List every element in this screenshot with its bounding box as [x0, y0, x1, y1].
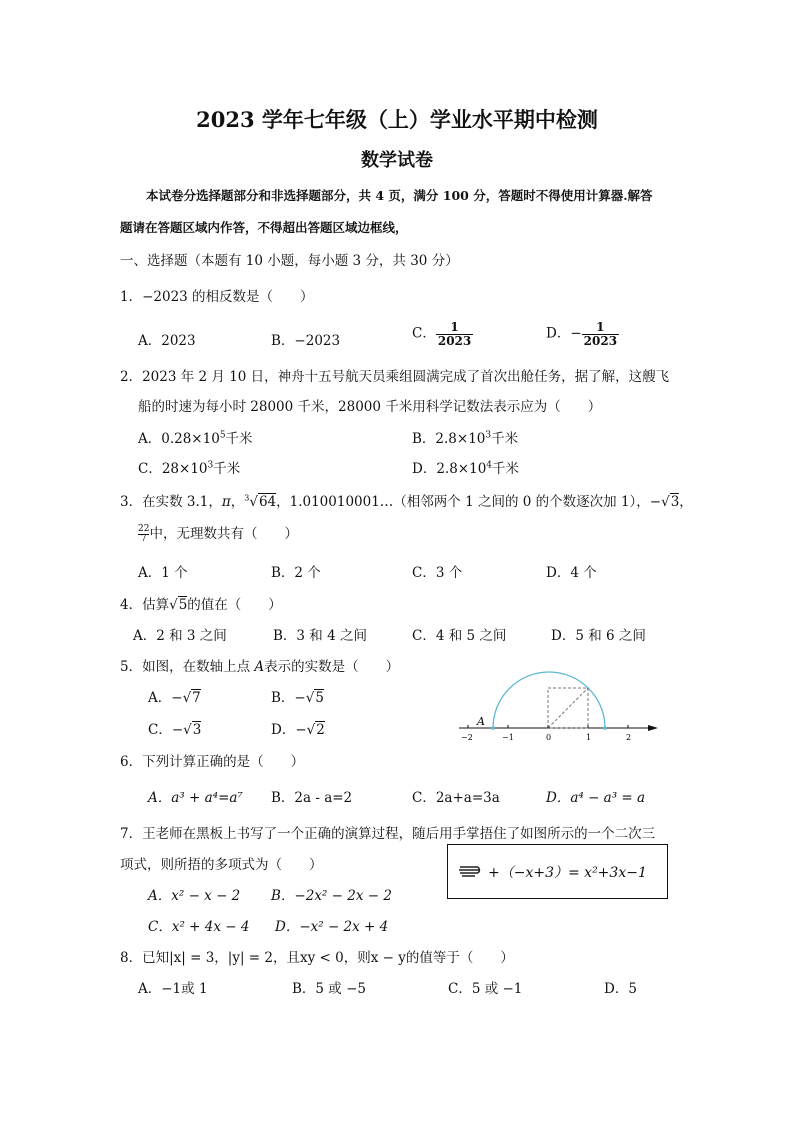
q5-tick-label: −1: [502, 733, 514, 742]
exam-subtitle: 数学试卷: [361, 150, 433, 171]
q5-option-c: C．−√3: [148, 722, 202, 738]
q3-option-a: A．1 个: [138, 565, 188, 581]
q7-stem-line-2: 项式，则所捂的多项式为（ ）: [120, 857, 323, 873]
q4-option-a: A．2 和 3 之间: [133, 628, 227, 644]
q5-tick-label: 2: [626, 733, 632, 742]
exam-title: 2023 学年七年级（上）学业水平期中检测: [196, 107, 598, 132]
q2-stem-line-2: 船的时速为每小时 28000 千米，28000 千米用科学记数法表示应为（ ）: [138, 399, 602, 415]
q2-option-d: D．$2.8\times 10^4$千米: [412, 460, 520, 477]
q6-option-a: A．a³ + a⁴=a⁷: [148, 790, 243, 806]
q8-stem: 8．已知|x| = 3，|y| = 2，且xy < 0，则x − y的值等于（ ）: [120, 950, 514, 966]
q4-option-c: C．4 和 5 之间: [412, 628, 507, 644]
q1-stem: 1．−2023 的相反数是（ ）: [120, 289, 314, 305]
q7-option-b: B．−2x² − 2x − 2: [271, 888, 392, 904]
q5-dashed-square: [548, 688, 588, 728]
hand-palm-icon: [458, 864, 482, 880]
q6-stem: 6．下列计算正确的是（ ）: [120, 754, 305, 770]
q7-option-d: D．−x² − 2x + 4: [275, 919, 389, 935]
q7-stem-line-1: 7．王老师在黑板上书写了一个正确的演算过程，随后用手掌捂住了如图所示的一个二次三: [120, 826, 656, 842]
q5-axis-arrow-icon: [648, 725, 658, 731]
q6-option-c: C．2a+a=3a: [412, 790, 500, 806]
q5-stem: 5．如图，在数轴上点 A表示的实数是（ ）: [120, 659, 400, 675]
q4-option-b: B．3 和 4 之间: [273, 628, 367, 644]
q3-option-b: B．2 个: [271, 565, 321, 581]
q5-dashed-diagonal: [548, 688, 588, 728]
q4-stem: 4．估算√5的值在（ ）: [120, 597, 282, 613]
section-heading: 一、选择题（本题有 10 小题，每小题 3 分，共 30 分）: [120, 253, 459, 269]
q5-label-a: A: [477, 715, 485, 728]
q2-option-a: A．$0.28\times 10^5$千米: [138, 430, 253, 447]
q5-number-line-figure: [455, 665, 665, 745]
q8-option-a: A．−1或 1: [138, 981, 208, 997]
q5-option-d: D．−√2: [271, 722, 325, 738]
q3-stem-line-1: 3．在实数 3.1，π，$^3$√64，1.010010001…（相邻两个 1 之间的 0 的个数逐次加 1），−√3，: [120, 493, 693, 510]
q5-option-b: B．−√5: [271, 690, 324, 706]
q7-option-c: C．x² + 4x − 4: [148, 919, 250, 935]
q2-option-b: B．$2.8\times 10^3$千米: [412, 430, 519, 447]
q5-tick-label: −2: [461, 733, 473, 742]
q2-stem-line-1: 2．2023 年 2 月 10 日，神舟十五号航天员乘组圆满完成了首次出舱任务，据了解，这艘飞: [120, 369, 670, 385]
q8-option-d: D．5: [604, 981, 637, 997]
q3-option-c: C．3 个: [412, 565, 463, 581]
q8-option-c: C．5 或 −1: [448, 981, 523, 997]
q6-option-b: B．2a - a=2: [271, 790, 353, 806]
q1-option-d: D．− $\frac{1}{2023}$: [546, 320, 618, 348]
q1-option-b: B．−2023: [271, 333, 341, 349]
q7-equation: +（−x+3）= x²+3x−1: [488, 865, 647, 881]
intro-line-2: 题请在答题区域内作答，不得超出答题区域边框线，: [120, 220, 408, 235]
q1-option-a: A．2023: [138, 333, 196, 349]
q5-tick-label: 0: [546, 733, 552, 742]
q7-option-a: A．x² − x − 2: [148, 888, 241, 904]
q1-option-c: C． $\frac{1}{2023}$: [412, 320, 472, 348]
q3-stem-line-2: $\frac{22}{7}$中，无理数共有（ ）: [138, 524, 298, 544]
q7-blackboard-box: [447, 844, 668, 899]
q5-option-a: A．−√7: [148, 690, 201, 706]
q3-option-d: D．4 个: [546, 565, 597, 581]
q5-tick-label: 1: [586, 733, 592, 742]
q6-option-d: D．a⁴ − a³ = a: [546, 790, 646, 806]
q5-point-a: [491, 726, 495, 730]
q4-option-d: D．5 和 6 之间: [551, 628, 646, 644]
q5-point-right: [603, 726, 607, 730]
intro-line-1: 本试卷分选择题部分和非选择题部分，共 4 页，满分 100 分，答题时不得使用计算器.解答: [146, 188, 653, 203]
q8-option-b: B．5 或 −5: [292, 981, 366, 997]
q2-option-c: C．$28\times 10^3$千米: [138, 460, 241, 477]
